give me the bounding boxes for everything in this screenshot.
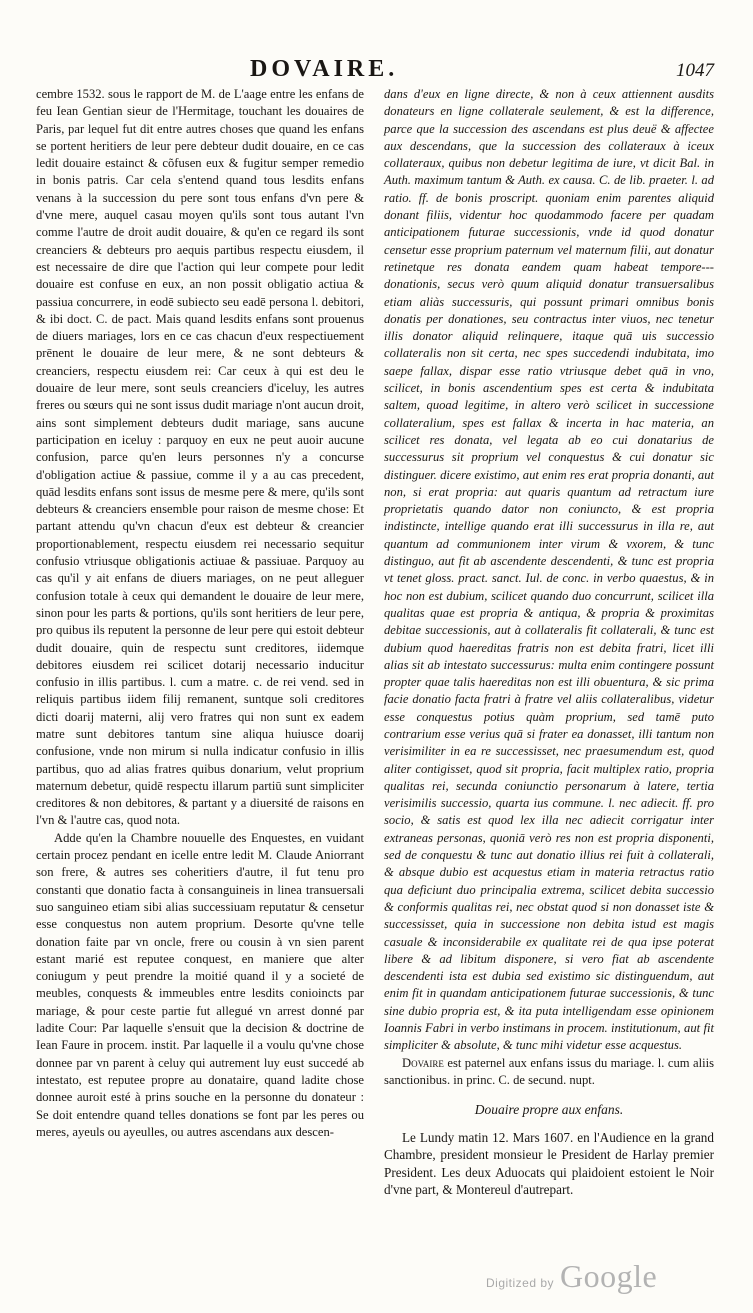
digitized-by-label: Digitized by xyxy=(486,1276,555,1290)
running-head: DOVAIRE. xyxy=(250,56,399,82)
right-paragraph-3: Le Lundy matin 12. Mars 1607. en l'Audience en la grand Chambre, president monsieur le President de Harlay premier President. Les deux Aduocats qui plaidoient estoient le Noir d'vne part, & Montereul d'autrepart. xyxy=(384,1129,714,1198)
right-paragraph-2-lead: Dovaire xyxy=(402,1055,444,1070)
page-number: 1047 xyxy=(676,60,714,81)
left-paragraph-2: Adde qu'en la Chambre nouuelle des Enquestes, en vuidant certain procez pendant en icelle entre ledit M. Claude Aniorrant son frere, & autres ses coheritiers d'autre, il fut tenu pro constanti que donatio facta à consanguineis in linea transuersali suo sanguineo etiam sibi alias successiuam reputatur & censetur esse conquestus non autem proprium. Desorte qu'vne telle donation faite par vn oncle, frere ou cousin à vn sien parent estant marié est reputee conquest, en maniere que alter coniugum y peut prendre la moitié quand il y a societé de meubles, conquests & immeubles entre lesdits conioincts par mariage, & pour ceste partie fut allegué vn arrest donné par ladite Cour: Par laquelle s'ensuit que la decision & doctrine de Iean Faure in procem. instit. Par laquelle il a voulu qu'vne chose donnee par vn parent à celuy qui autrement luy eust succedé ab intestato, est reputee propre au donataire, quand ladite chose donnee auroit esté à prins souche en la personne du donateur : Se doit entendre quand telles donations se font par les peres ou meres, ayeuls ou ayeulles, ou autres ascendans aux descen- xyxy=(36,830,364,1139)
right-paragraph-1: dans d'eux en ligne directe, & non à ceux attiennent ausdits donateurs en ligne collaterale seulement, & est la difference, parce que la succession des ascendans est plus deuë & affectee aux descendans, que la succession des collateraux à iceux collateraux, quibus non debetur legitima de iure, vt dicit Bal. in Auth. maximum tantum & Auth. ex causa. C. de lib. praeter. l. ad ratio. ff. de bonis proscript. quoniam enim parentes aliquid donant filiis, videntur hoc quodammodo facere per quadam anticipationem futurae successionis, vnde id quod donatur censetur esse proprium paternum vel maternum filii, aut donatur retinetque res donata eandem quam habeat tempore---donationis, secus verò quum aliquid donatur transuersalibus etiam aliàs successuris, qui possunt primari omnibus bonis donatis per donationes, seu contractus inter viuos, nec tenetur illis donator aliquid relinquere, itaque quā uis successio collateralis non sit certa, nec spes succedendi indubitata, imo saepe fallax, dispar esse ratio vtriusque debet quā in vno, scilicet, in bonis ascendentium spes est certa & indubitata saltem, quoad legitime, in altero verò scilicet in successione collateralium, spes est fallax & incerta in hac materia, an scilicet res donata, vel legata ab eo cui donatarius de successurus sit proprium vel conquestus & cui donatur sic distinguer. dicere existimo, aut enim res erat propria donanti, aut non, si erat propria: aut quaris quantum ad retractum iure proprietatis quando dator non coniuncto, & est propria indistincte, intellige quando erat illi successurus in illa re, aut quantum ad communionem inter virum & vxorem, & tunc distinguo, aut fit ab ascendente descendenti, & tunc est propria vt tenet gloss. pract. sanct. Iul. de conc. in verbo quaestus, & in hoc non est dubium, scilicet quando duo concurrunt, scilicet illa qualitas quae est propria & antiqua, & propria & proximitas debitae successionis, aut à collateralis fit collaterali, & tunc est dubium quod haereditas fratris non est debita fratri, licet illi alias sit ab intestato successurus: multa enim contingere possunt propter quae talis haereditas non est illi obuentura, & sic prima facie donatio facta fratri à fratre vel aliis collateralibus, videtur esse conquestus potius quàm proprium, sed tamē puto contrarium esse verius quā si frater ea donasset, illi tantum non verisimiliter in ea re successisset, nec praesumendum est, quod aliter contigisset, quod sit propria, facit multiplex ratio, propria qualitas rei, secunda coniunctio personarum à latere, tertia verisimilis successio, quarta ius commune. l. nec adiecit. ff. pro socio, & satis est quod lex illa nec adiecit corrigatur inter extraneas personas, quoniā verò res non est propria disponenti, sed de conquestu & tunc aut donatio illius rei fuit à collaterali, & absque dubio est acquestus etiam in materia retractus ratio qua deficiunt duo principalia extrema, scilicet debita successio & conformis qualitas rei, nec obstat quod si non donasset iste & successisset, quia in successione non debita istud est magis casuale & inconsiderabile ex qualitate rei de qua ipse poterat libere & ad libitum disponere, si vero fiat ab ascendente descendenti ista est dubia sed existimo sic distinguendum, aut enim fit in quandam anticipationem futurae successionis, & tunc sine dubio propria est, & ita puta intelligendam esse opinionem Ioannis Fabri in verbo instimans in procem. institutionum, aut fit simpliciter & absolute, & tunc mihi videtur esse acquestus. xyxy=(384,87,714,1053)
right-paragraph-2-text: est paternel aux enfans issus du mariage. l. cum aliis sanctionibus. in princ. C. de secund. nupt. xyxy=(384,1055,714,1087)
google-logo: Google xyxy=(560,1258,658,1294)
left-paragraph-1: cembre 1532. sous le rapport de M. de L'aage entre les enfans de feu Iean Gentian sieur de l'Hermitage, touchant les douaires de Paris, par lequel fut dit entre autres choses que quand les enfans se portent heritiers de leur pere debteur dudit douaire, en ce cas ledit douaire estainct & cõfusen eux & fugitur semper remedio in bonis patris. Car cela s'entend quand tous lesdits enfans venans à la succession du pere sont tous enfans d'vn pere & d'vne mere, auquel casau moyen qu'ils sont tous autant l'vn comme l'autre de droit audit douaire, & qu'en ce regard ils sont creanciers & debteurs pro aequis partibus respectu eiusdem, il est necessaire de dire que l'action qui leur compete pour ledit douaire est confuse en eux, an non possit obligatio actiua & passiua concurrere, in eodē subiecto seu eadē persona l. debitori, & ibi doct. C. de pact. Mais quand lesdits enfans sont prouenus de diuers mariages, lors en ce cas chacun d'eux respectiuement prēnent le douaire de leur mere, & ne sont debteurs & creanciers, respectu eiusdem rei: Car ceux à qui est deu le douaire de leur mere, sont seuls creanciers d'iceluy, les autres freres ou sœurs qui ne sont issus dudit mariage n'ont aucun droit, ains sont simplement debteurs dudit mariage, sans aucune participation en iceluy : parquoy en eux ne peut auoir aucune confusion, parce qu'en leurs personnes n'y a concurse d'obligation actiue & passiue, comme il y a au cas precedent, quād lesdits enfans sont issus de mesme pere & mere, qu'ils sont debteurs & creanciers ensemble pour raison de mesme chose: Et partant attendu qu'vn chacun d'eux est debteur & creancier proportionablement, respectu eiusdem rei necessario sequitur confusio vtriusque obligationis actiuae & passiuae. Parquoy au cas qu'il y ait enfans de diuers mariages, on ne peut alleguer confusion totale à ceux qui demandent le douaire de leur mere, sinon pour les parts & portions, qu'ils sont heritiers de leur pere, pro quibus ils reputent la personne de leur pere qui estoit debteur dudit douaire, quin de respectu sunt creditores, iidemque debitores eiusdem rei scilicet dotarij necessario inducitur confusio in illis partibus. l. cum a matre. c. de rei vend. sed in reliquis partibus iidem filij remanent, suntque soli creditores dicti doarij materni, alij vero fratres qui non sunt ex eadem matre sunt debitores tantum sine aliqua huiusce doarij confusione, vnde non mirum si nulla indicatur confusio in illis partibus, quo ad alias fratres quibus donarium, velut proprium maternum debetur, quidē respectu illarum partiū sunt simpliciter creditores & non debitores, & partant y a diuersité de raisons en l'vn & l'autre cas, quod nota. xyxy=(36,87,364,828)
section-heading: Douaire propre aux enfans. xyxy=(474,1102,624,1118)
digitized-watermark xyxy=(486,1258,657,1295)
left-column xyxy=(36,86,364,1141)
right-paragraph-2 xyxy=(384,1055,714,1090)
right-column xyxy=(384,86,714,1199)
